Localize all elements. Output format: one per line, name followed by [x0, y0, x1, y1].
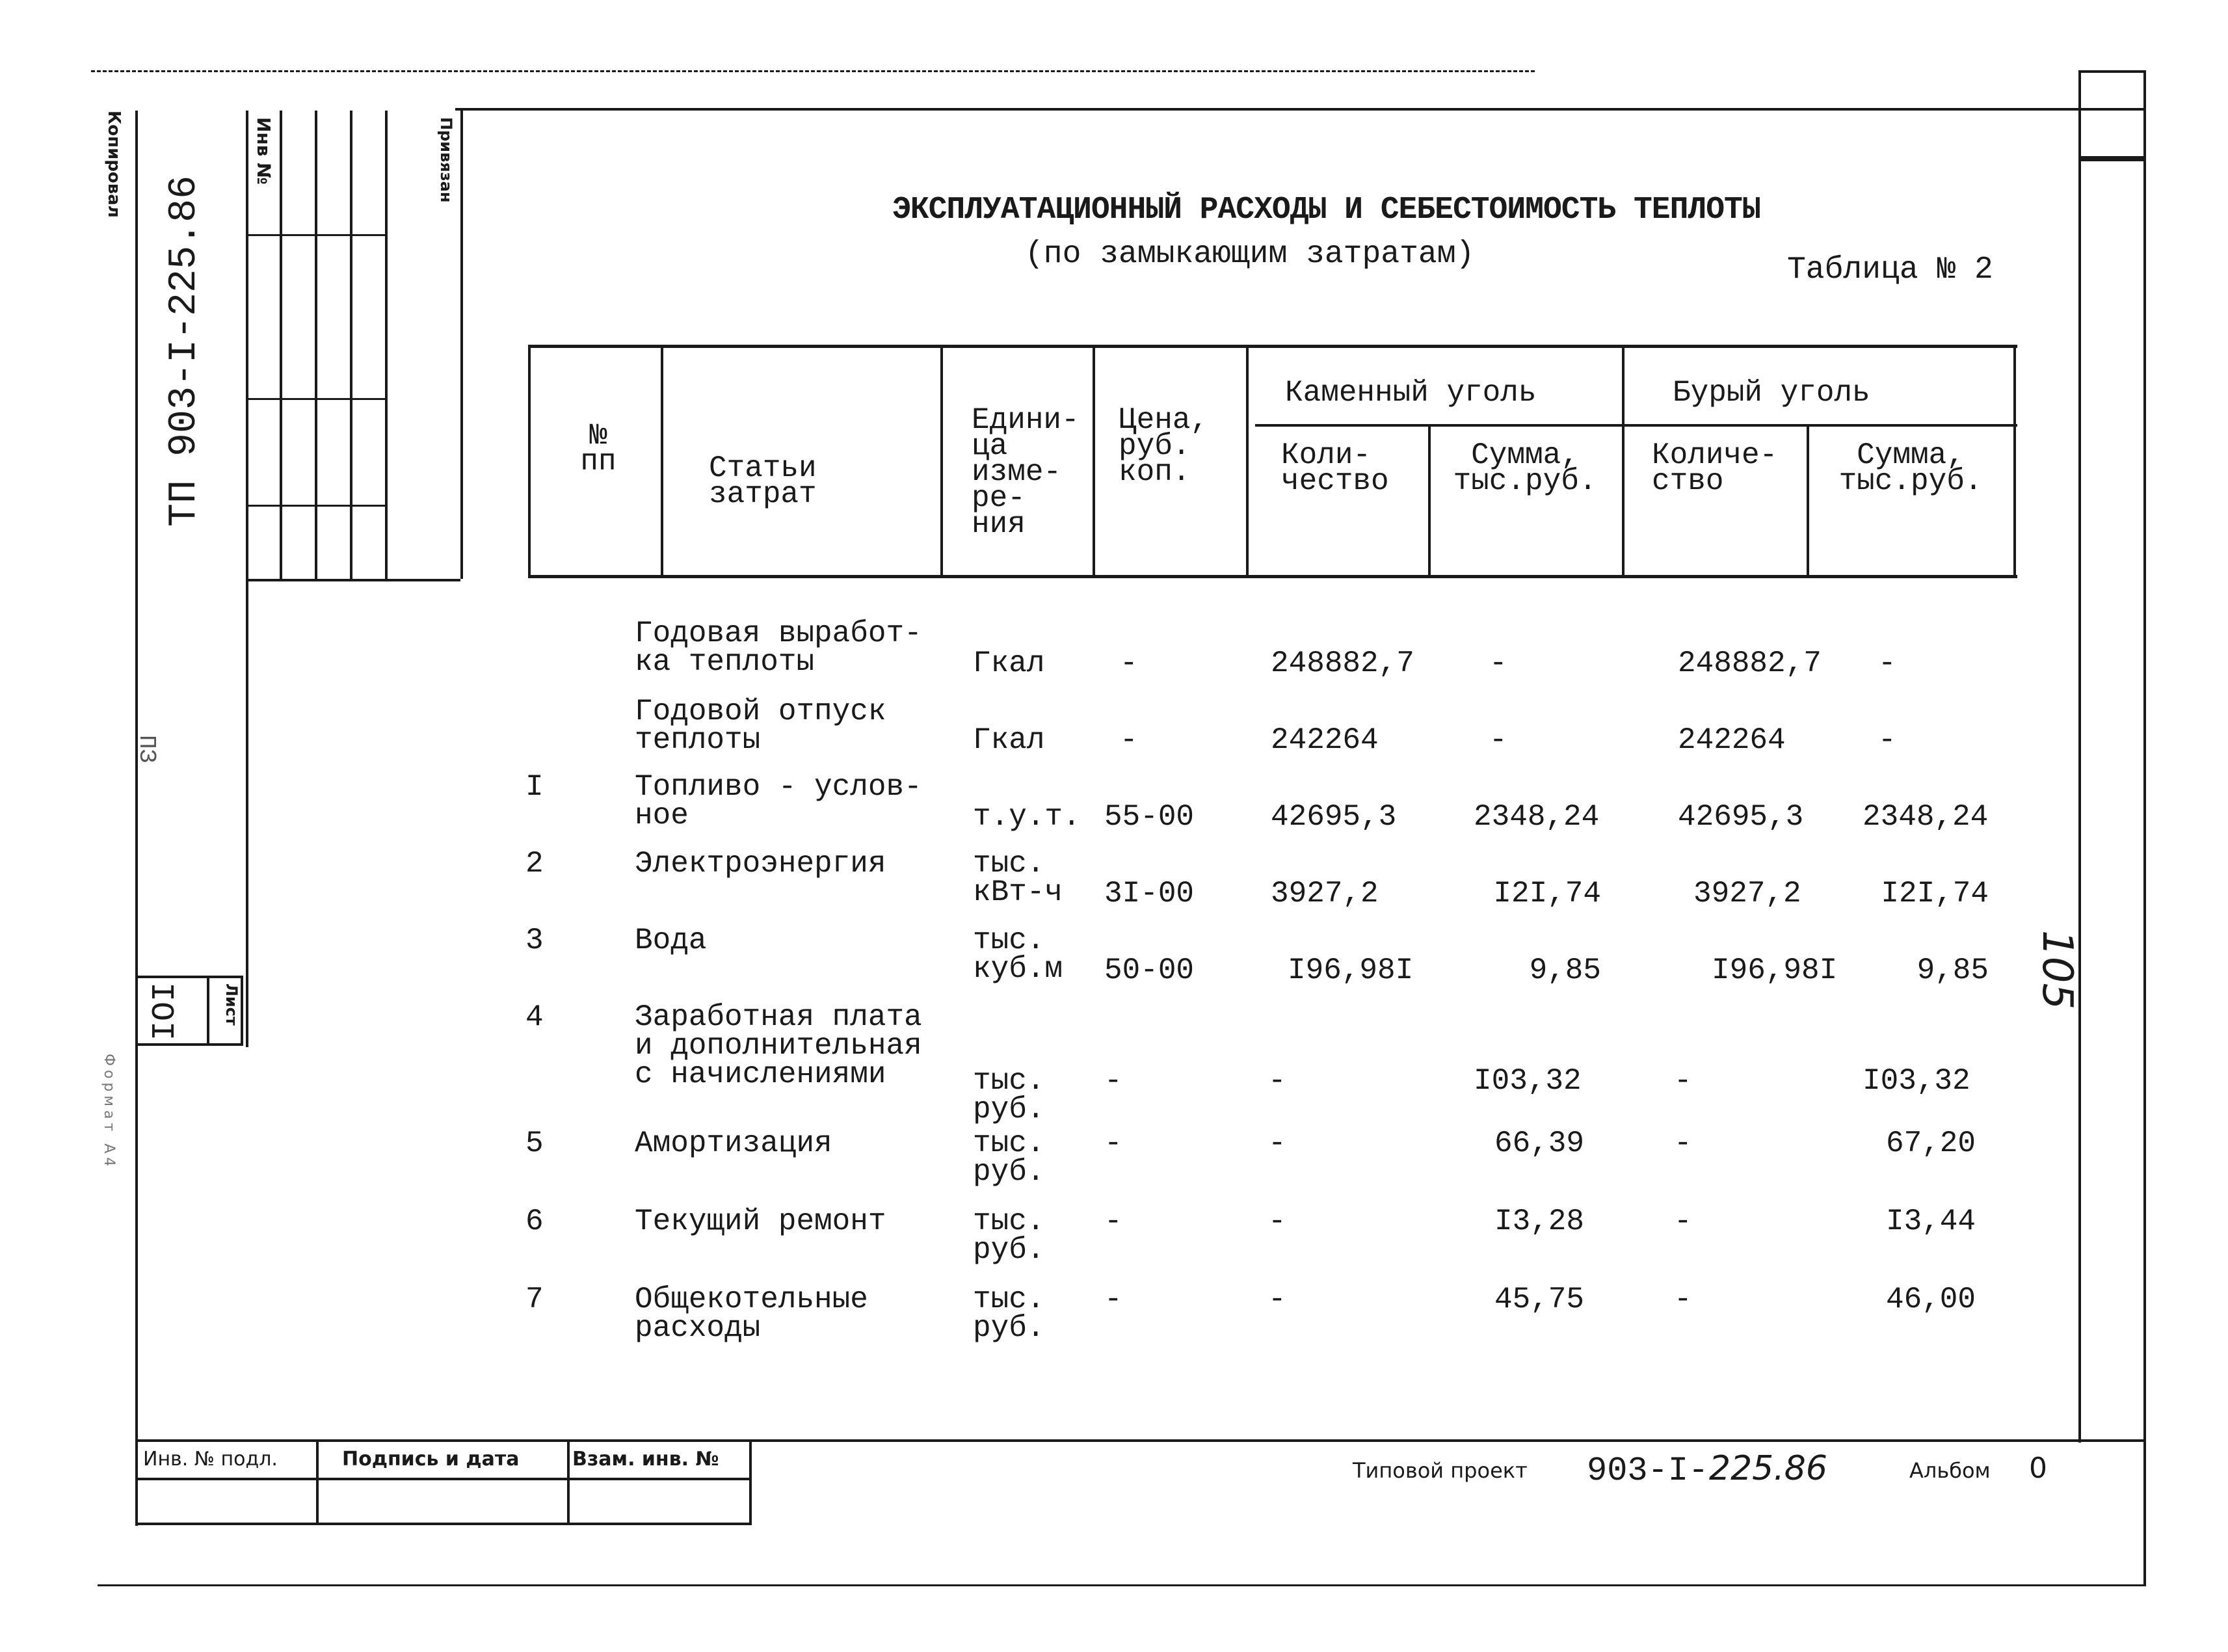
frame-top-line [455, 108, 2146, 111]
row-unit: тыс. руб. [973, 1064, 1045, 1126]
header-coal-qty: Коли- чество [1281, 438, 1389, 498]
row-brown-sum: 46,00 [1885, 1283, 1976, 1316]
margin-block-bottom [246, 579, 460, 581]
copied-label: Копировал [104, 111, 124, 218]
project-label: Типовой проект [1353, 1458, 1528, 1483]
row-num: I [525, 770, 544, 804]
row-item: Годовой отпуск теплоты [635, 695, 886, 757]
row-unit: т.у.т. [973, 800, 1081, 834]
table-col-border-2 [940, 345, 943, 578]
project-suffix: 225.86 [1709, 1449, 1827, 1488]
row-unit: тыс. кВт-ч [973, 847, 1063, 909]
page-bottom-edge [98, 1584, 2146, 1586]
document-title: ЭКСПЛУАТАЦИОННЫЙ РАСХОДЫ И СЕБЕСТОИМОСТЬ ТЕПЛОТЫ [892, 193, 1760, 228]
frame-right-line [2143, 70, 2146, 1586]
inv-no-label: Инв № [253, 117, 274, 185]
row-brown-qty: 248882,7 [1678, 646, 1822, 680]
sheet-number-divider [207, 976, 209, 1046]
row-price: - [1120, 723, 1138, 757]
table-col-border-6 [1622, 345, 1625, 578]
header-coal-sum: Сумма, тыс.руб. [1453, 438, 1597, 498]
table-group-divider [1255, 424, 2017, 427]
frame-left-line [135, 111, 138, 1526]
row-price: 55-00 [1104, 800, 1195, 834]
corner-box-bottom [2078, 156, 2146, 161]
row-num: 2 [525, 847, 544, 881]
row-coal-sum: - [1489, 646, 1507, 680]
row-unit: Гкал [973, 723, 1045, 757]
row-num: 5 [525, 1126, 544, 1160]
row-brown-sum: I03,32 [1863, 1064, 1970, 1098]
header-brown-group: Бурый уголь [1673, 376, 1870, 410]
margin-row-line-2 [246, 398, 385, 400]
row-price: - [1104, 1283, 1122, 1316]
row-brown-sum: - [1878, 646, 1896, 680]
row-coal-sum: 45,75 [1494, 1283, 1584, 1316]
header-unit: Едини- ца изме- ре- ния [972, 403, 1080, 541]
row-brown-qty: - [1674, 1064, 1692, 1098]
row-coal-qty: 42695,3 [1271, 800, 1397, 834]
row-brown-qty: - [1674, 1205, 1692, 1238]
doc-code: ТП 903-I-225.86 [163, 175, 207, 527]
row-item: Вода [635, 924, 707, 957]
row-brown-sum: 67,20 [1885, 1126, 1976, 1160]
row-unit: тыс. руб. [973, 1126, 1045, 1189]
row-price: 50-00 [1104, 953, 1195, 987]
margin-col-line-5 [385, 111, 388, 579]
header-coal-group: Каменный уголь [1285, 376, 1537, 410]
row-coal-sum: I3,28 [1494, 1205, 1584, 1238]
margin-col-line-6 [460, 111, 463, 579]
row-coal-sum: I2I,74 [1493, 877, 1601, 911]
sign-date-label: Подпись и дата [342, 1448, 520, 1471]
margin-row-line-3 [246, 505, 385, 507]
row-brown-qty: - [1674, 1283, 1692, 1316]
row-coal-qty: 3927,2 [1271, 877, 1379, 911]
bottom-stamp-row-line [135, 1478, 752, 1480]
document-subtitle: (по замыкающим затратам) [1025, 237, 1475, 272]
row-item: Заработная плата и дополнительная с начислениями [635, 1000, 922, 1091]
project-number: 903-I- [1587, 1452, 1709, 1490]
table-col-border-4 [1246, 345, 1249, 578]
row-coal-qty: I96,98I [1288, 953, 1414, 987]
row-item: Текущий ремонт [635, 1205, 886, 1238]
margin-col-line-3 [315, 111, 317, 579]
row-coal-qty: - [1268, 1064, 1286, 1098]
table-col-border-8 [2013, 345, 2016, 578]
format-label: Формат А4 [101, 1054, 117, 1171]
row-brown-qty: - [1674, 1126, 1692, 1160]
linked-label: Привязан [437, 117, 455, 203]
table-col-border-3 [1093, 345, 1095, 578]
row-unit: тыс. руб. [973, 1283, 1045, 1345]
album-label: Альбом [1909, 1458, 1991, 1483]
row-item: Общекотельные расходы [635, 1283, 868, 1345]
row-item: Электроэнергия [635, 847, 886, 881]
row-num: 6 [525, 1205, 544, 1238]
row-num: 7 [525, 1283, 544, 1316]
inv-orig-label: Инв. № подл. [143, 1448, 278, 1471]
page-top-edge [91, 70, 1535, 72]
row-unit: тыс. куб.м [973, 924, 1063, 986]
row-coal-qty: - [1268, 1283, 1286, 1316]
header-brown-qty: Количе- ство [1652, 438, 1778, 498]
row-coal-qty: - [1268, 1126, 1286, 1160]
row-brown-qty: 42695,3 [1678, 800, 1804, 834]
table-col-border-1 [661, 345, 663, 578]
row-item: Годовая выработ- ка теплоты [635, 617, 922, 679]
row-num: 3 [525, 924, 544, 957]
row-coal-sum: 9,85 [1529, 953, 1601, 987]
row-coal-qty: 248882,7 [1271, 646, 1414, 680]
row-price: - [1104, 1205, 1122, 1238]
row-item: Топливо - услов- ное [635, 770, 922, 833]
margin-row-line-1 [246, 234, 385, 236]
row-price: - [1104, 1126, 1122, 1160]
row-price: 3I-00 [1104, 877, 1195, 911]
table-header-top [528, 345, 2017, 348]
table-col-border-0 [528, 345, 531, 578]
row-coal-sum: I03,32 [1474, 1064, 1582, 1098]
sheet-number: IOI [147, 981, 184, 1041]
bottom-stamp-col-line-2 [567, 1441, 570, 1525]
header-num: № пп [580, 419, 617, 479]
header-price: Цена, руб. коп. [1119, 403, 1209, 489]
row-coal-qty: 242264 [1271, 723, 1379, 757]
inv-replace-label: Взам. инв. № [572, 1448, 719, 1471]
row-brown-sum: I3,44 [1885, 1205, 1976, 1238]
bottom-stamp-col-line-1 [316, 1441, 319, 1525]
sheet-label: Лист [222, 983, 241, 1026]
header-brown-sum: Сумма, тыс.руб. [1838, 438, 1983, 498]
row-brown-qty: 242264 [1678, 723, 1786, 757]
margin-col-line-2 [280, 111, 282, 579]
row-brown-sum: 9,85 [1916, 953, 1989, 987]
row-brown-sum: I2I,74 [1881, 877, 1989, 911]
row-brown-qty: I96,98I [1712, 953, 1838, 987]
row-num: 4 [525, 1000, 544, 1034]
section-code: ПЗ [133, 735, 160, 764]
header-item: Статьи затрат [709, 451, 817, 511]
row-item: Амортизация [635, 1126, 832, 1160]
table-number-label: Таблица № 2 [1787, 252, 1993, 287]
row-unit: Гкал [973, 646, 1045, 680]
row-coal-sum: 2348,24 [1474, 800, 1600, 834]
row-coal-qty: - [1268, 1205, 1286, 1238]
row-price: - [1104, 1064, 1122, 1098]
corner-box-top [2078, 70, 2146, 73]
table-header-bottom [528, 575, 2017, 578]
row-coal-sum: 66,39 [1494, 1126, 1584, 1160]
row-brown-sum: 2348,24 [1863, 800, 1989, 834]
row-brown-sum: - [1878, 723, 1896, 757]
album-number: 0 [2029, 1452, 2047, 1485]
margin-col-line-4 [350, 111, 352, 579]
corner-box-left [2078, 70, 2081, 1443]
row-price: - [1120, 646, 1138, 680]
row-unit: тыс. руб. [973, 1205, 1045, 1267]
row-brown-qty: 3927,2 [1693, 877, 1801, 911]
page-number: 105 [2033, 930, 2081, 1010]
row-coal-sum: - [1489, 723, 1507, 757]
